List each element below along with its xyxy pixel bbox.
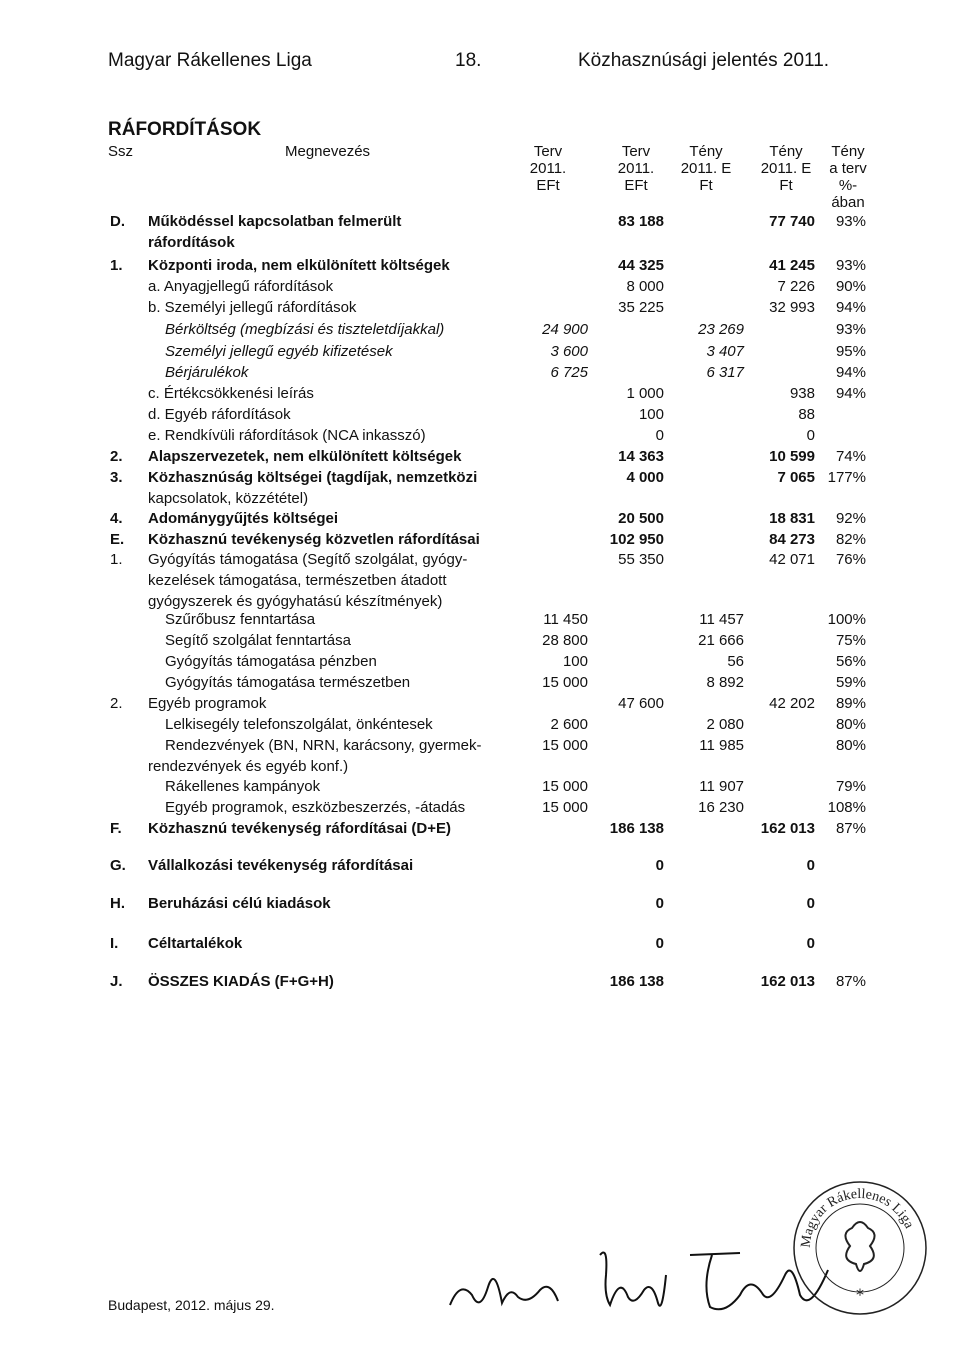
cell-c2: 1 000 <box>626 385 664 402</box>
col-header-line: ában <box>831 194 865 211</box>
cell-c5: 87% <box>835 973 866 990</box>
header-org: Magyar Rákellenes Liga <box>108 50 312 71</box>
row-number: G. <box>110 857 126 874</box>
cell-c3: 2 080 <box>706 716 744 733</box>
cell-c2: 35 225 <box>618 299 664 316</box>
cell-c4: 88 <box>798 406 815 423</box>
row-label: Közhasznú tevékenység közvetlen ráfordításai <box>148 531 480 548</box>
cell-c5: 93% <box>835 213 866 230</box>
cell-c4: 42 071 <box>769 551 815 568</box>
row-label: Gyógyítás támogatása (Segítő szolgálat, gyógy- <box>148 551 468 568</box>
cell-c4: 77 740 <box>769 213 815 230</box>
cell-c4: 32 993 <box>769 299 815 316</box>
row-label: ÖSSZES KIADÁS (F+G+H) <box>148 973 334 990</box>
row-label: b. Személyi jellegű ráfordítások <box>148 299 357 316</box>
row-label: Alapszervezetek, nem elkülönített költségek <box>148 448 462 465</box>
row-number: 2. <box>110 448 123 465</box>
row-label: Bérköltség (megbízási és tiszteletdíjakkal) <box>165 321 445 338</box>
cell-c5: 74% <box>835 448 866 465</box>
row-label: Közhasznú tevékenység ráfordításai (D+E) <box>148 820 452 837</box>
cell-c4: 0 <box>806 895 815 912</box>
cell-c4: 938 <box>789 385 815 402</box>
col-header-line: 2011. E <box>680 160 732 177</box>
cell-c3: 6 317 <box>706 364 744 381</box>
cell-c2: 55 350 <box>618 551 664 568</box>
col-header-line: Tény <box>831 143 865 160</box>
row-label: Adománygyűjtés költségei <box>148 510 339 527</box>
cell-c4: 0 <box>806 857 815 874</box>
cell-c5: 79% <box>835 778 866 795</box>
cell-c4: 10 599 <box>769 448 815 465</box>
cell-c3: 8 892 <box>706 674 744 691</box>
cell-c4: 84 273 <box>769 531 815 548</box>
cell-c5: 100% <box>827 611 866 628</box>
header-report-title: Közhasznúsági jelentés 2011. <box>578 50 830 71</box>
cell-c5: 89% <box>835 695 866 712</box>
cell-c3: 3 407 <box>706 343 744 360</box>
col-header-line: Tény <box>769 143 803 160</box>
cell-c5: 56% <box>835 653 866 670</box>
row-label: Szűrőbusz fenntartása <box>165 611 316 628</box>
cell-c5: 95% <box>835 343 866 360</box>
cell-c3: 16 230 <box>698 799 744 816</box>
row-number: J. <box>110 973 123 990</box>
row-label: Segítő szolgálat fenntartása <box>165 632 351 649</box>
col-header-line: Ft <box>699 177 713 194</box>
cell-c1: 2 600 <box>550 716 588 733</box>
cell-c5: 94% <box>835 385 866 402</box>
row-label: Gyógyítás támogatása pénzben <box>165 653 377 670</box>
cell-c5: 80% <box>835 716 866 733</box>
row-number: 1. <box>110 257 123 274</box>
cell-c4: 162 013 <box>760 973 815 990</box>
row-label: gyógyszerek és gyógyhatású készítmények) <box>148 593 443 610</box>
cell-c4: 18 831 <box>769 510 815 527</box>
cell-c3: 11 985 <box>699 737 744 754</box>
row-number: D. <box>110 213 125 230</box>
cell-c5: 87% <box>835 820 866 837</box>
cell-c3: 23 269 <box>698 321 744 338</box>
signature-1 <box>450 1279 558 1305</box>
cell-c5: 108% <box>827 799 866 816</box>
cell-c5: 93% <box>835 321 866 338</box>
cell-c5: 92% <box>835 510 866 527</box>
row-number: F. <box>110 820 122 837</box>
cell-c2: 83 188 <box>618 213 664 230</box>
row-label: rendezvények és egyéb konf.) <box>148 758 349 775</box>
col-header-line: 2011. E <box>760 160 812 177</box>
footer-place-date: Budapest, 2012. május 29. <box>108 1297 275 1313</box>
row-label: Vállalkozási tevékenység ráfordításai <box>148 857 414 874</box>
cell-c1: 15 000 <box>542 799 588 816</box>
col-header-line: Ft <box>779 177 793 194</box>
col-name: Megnevezés <box>285 143 371 160</box>
col-header-c1 <box>508 143 588 194</box>
col-header-line: Terv <box>621 143 651 160</box>
cell-c5: 80% <box>835 737 866 754</box>
col-header-line: 2011. <box>617 160 655 177</box>
cell-c1: 15 000 <box>542 737 588 754</box>
row-label: Rendezvények (BN, NRN, karácsony, gyermek- <box>165 737 482 754</box>
cell-c5: 75% <box>835 632 866 649</box>
row-number: 3. <box>110 469 123 486</box>
row-label: a. Anyagjellegű ráfordítások <box>148 278 334 295</box>
header-page-number: 18. <box>455 50 482 71</box>
cell-c2: 100 <box>638 406 664 423</box>
row-label: Személyi jellegű egyéb kifizetések <box>165 343 393 360</box>
row-label: Közhasznúság költségei (tagdíjak, nemzetközi <box>148 469 478 486</box>
col-header-line: %- <box>838 177 858 194</box>
cell-c4: 0 <box>806 427 815 444</box>
cell-c2: 4 000 <box>626 469 664 486</box>
row-label: Beruházási célú kiadások <box>148 895 331 912</box>
row-label: Lelkisegély telefonszolgálat, önkéntesek <box>165 716 433 733</box>
section-title: RÁFORDÍTÁSOK <box>108 119 262 140</box>
row-label: Céltartalékok <box>148 935 243 952</box>
row-number: H. <box>110 895 125 912</box>
cell-c1: 6 725 <box>550 364 588 381</box>
cell-c2: 8 000 <box>626 278 664 295</box>
cell-c1: 11 450 <box>543 611 588 628</box>
cell-c4: 7 065 <box>777 469 815 486</box>
cell-c3: 21 666 <box>698 632 744 649</box>
cell-c4: 41 245 <box>769 257 815 274</box>
cell-c1: 100 <box>562 653 588 670</box>
row-label: c. Értékcsökkenési leírás <box>148 385 314 402</box>
cell-c5: 94% <box>835 299 866 316</box>
row-label: Bérjárulékok <box>165 364 249 381</box>
cell-c2: 0 <box>655 935 664 952</box>
cell-c2: 186 138 <box>609 820 664 837</box>
row-label: kezelések támogatása, természetben átadott <box>148 572 447 589</box>
cell-c2: 0 <box>655 427 664 444</box>
cell-c5: 93% <box>835 257 866 274</box>
col-header-line: EFt <box>624 177 648 194</box>
row-label: Egyéb programok <box>148 695 267 712</box>
cell-c4: 0 <box>806 935 815 952</box>
cell-c5: 76% <box>835 551 866 568</box>
seal-text: Magyar Rákellenes Liga <box>798 1186 917 1249</box>
svg-text:*: * <box>856 1285 864 1304</box>
cell-c5: 59% <box>835 674 866 691</box>
row-number: 2. <box>110 695 123 712</box>
row-label: Gyógyítás támogatása természetben <box>165 674 411 691</box>
row-label: Rákellenes kampányok <box>165 778 321 795</box>
row-number: E. <box>110 531 125 548</box>
row-label: Egyéb programok, eszközbeszerzés, -átadás <box>165 799 466 816</box>
cell-c2: 20 500 <box>618 510 664 527</box>
cell-c1: 3 600 <box>550 343 588 360</box>
col-header-c5 <box>808 143 888 211</box>
cell-c2: 0 <box>655 895 664 912</box>
cell-c3: 11 457 <box>699 611 744 628</box>
col-header-line: Tény <box>689 143 723 160</box>
cell-c2: 47 600 <box>618 695 664 712</box>
cell-c2: 44 325 <box>618 257 664 274</box>
col-header-line: Terv <box>533 143 563 160</box>
col-header-c2 <box>596 143 676 194</box>
cell-c2: 186 138 <box>609 973 664 990</box>
col-header-line: 2011. <box>529 160 567 177</box>
cell-c1: 28 800 <box>542 632 588 649</box>
cell-c5: 94% <box>835 364 866 381</box>
col-header-c3 <box>666 143 746 194</box>
cell-c5: 177% <box>827 469 866 486</box>
row-number: I. <box>110 935 119 952</box>
cell-c5: 90% <box>835 278 866 295</box>
cell-c3: 56 <box>727 653 744 670</box>
signature-2 <box>600 1253 666 1306</box>
organization-seal <box>790 1178 930 1318</box>
cell-c3: 11 907 <box>699 778 744 795</box>
cell-c2: 0 <box>655 857 664 874</box>
cell-c2: 102 950 <box>609 531 664 548</box>
col-header-line: a terv <box>829 160 867 177</box>
col-ssz: Ssz <box>108 143 134 160</box>
cell-c4: 42 202 <box>769 695 815 712</box>
row-label: Központi iroda, nem elkülönített költségek <box>148 257 450 274</box>
row-label: e. Rendkívüli ráfordítások (NCA inkasszó) <box>148 427 426 444</box>
cell-c5: 82% <box>835 531 866 548</box>
cell-c1: 15 000 <box>542 674 588 691</box>
row-number: 4. <box>110 510 123 527</box>
cell-c2: 14 363 <box>618 448 664 465</box>
cell-c4: 162 013 <box>760 820 815 837</box>
col-header-line: EFt <box>536 177 560 194</box>
row-label: ráfordítások <box>148 234 235 251</box>
row-label: Működéssel kapcsolatban felmerült <box>148 213 402 230</box>
row-label: kapcsolatok, közzététel) <box>148 490 309 507</box>
cell-c1: 15 000 <box>542 778 588 795</box>
row-number: 1. <box>110 551 123 568</box>
row-label: d. Egyéb ráfordítások <box>148 406 291 423</box>
cell-c4: 7 226 <box>777 278 815 295</box>
cell-c1: 24 900 <box>542 321 588 338</box>
